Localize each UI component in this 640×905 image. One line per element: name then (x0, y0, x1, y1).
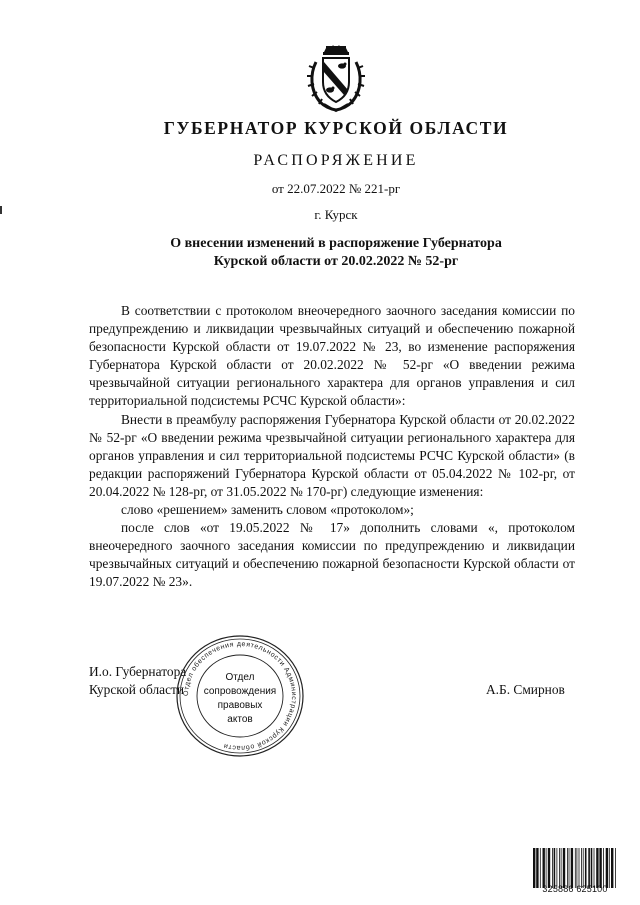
document-body (89, 302, 575, 592)
stamp-line: актов (227, 714, 253, 725)
barcode-bar (585, 848, 587, 888)
barcode-bar (615, 848, 616, 888)
document-city: г. Курск (314, 207, 358, 222)
signer-position (89, 663, 186, 699)
signer-position-line-2: Курской области (89, 682, 185, 698)
barcode-bar (546, 848, 547, 888)
body-paragraph: слово «решением» заменить словом «протоколом»; (121, 502, 414, 518)
subject-line-2: Курской области от 20.02.2022 № 52-рг (213, 254, 459, 269)
barcode-bar (579, 848, 580, 888)
barcode-bar (540, 848, 541, 888)
barcode-bar (599, 848, 601, 888)
issuer-title: ГУБЕРНАТОР КУРСКОЙ ОБЛАСТИ (163, 118, 509, 138)
body-paragraph: после слов «от 19.05.2022 № 17» дополнить словами «, протоколом внеочередного заочного заседания комиссии по предупреждению и ликвидации чрезвычайных ситуаций и обеспечению пожарной безопасности Курской области от 19.07.2022 № 23». (89, 520, 575, 590)
document-type: РАСПОРЯЖЕНИЕ (253, 152, 419, 169)
subject-line-1: О внесении изменений в распоряжение Губернатора (170, 236, 502, 251)
barcode-bar (596, 848, 598, 888)
barcode-bar (552, 848, 553, 888)
barcode-bar (536, 848, 538, 888)
barcode-number: 325886 625100 (542, 884, 608, 894)
document-subject (0, 235, 640, 271)
barcode-bar (548, 848, 550, 888)
stamp-line: правовых (217, 700, 263, 711)
barcode-bar (611, 848, 613, 888)
coat-of-arms-icon (300, 44, 372, 114)
barcode-bar (609, 848, 610, 888)
barcode-bar (569, 848, 570, 888)
barcode-bar (567, 848, 568, 888)
barcode-bar (563, 848, 565, 888)
barcode-bar (533, 848, 535, 888)
barcode-bar (581, 848, 582, 888)
barcode-bar (571, 848, 573, 888)
barcode-bar (588, 848, 590, 888)
barcode-bar (577, 848, 578, 888)
barcode-bar (603, 848, 604, 888)
barcode-bar (606, 848, 608, 888)
document-date-number: от 22.07.2022 № 221-рг (271, 181, 401, 196)
barcode-bar (559, 848, 560, 888)
body-paragraph: Внести в преамбулу распоряжения Губернатора Курской области от 20.02.2022 № 52-рг «О введении режима чрезвычайной ситуации регионального характера для органов управления и сил территориальной подсистемы РСЧС Курской области» (в редакции распоряжений Губернатора Курской области от 05.04.2022 № 102-рг, от 20.04.2022 № 128-рг, от 31.05.2022 № 170-рг) следующие изменения: (89, 411, 575, 499)
stamp-line: Отдел (225, 672, 255, 683)
stamp-line: сопровождения (203, 686, 277, 697)
signer-name: А.Б. Смирнов (486, 682, 565, 697)
barcode-bar (557, 848, 558, 888)
stamp-ring-text: Отдел обеспечения деятельности Администрации Курской области (182, 640, 298, 752)
barcode-bar (561, 848, 562, 888)
barcode-bar (583, 848, 584, 888)
stamp-center-text (186, 671, 294, 727)
barcode-bar (543, 848, 545, 888)
barcode-bar (575, 848, 576, 888)
barcode-bar (554, 848, 556, 888)
body-paragraph: В соответствии с протоколом внеочередного заочного заседания комиссии по предупреждению и ликвидации чрезвычайных ситуаций и обеспечению пожарной безопасности Курской области от 19.07.2022 № 23, во изменение распоряжения Губернатора Курской области от 20.02.2022 № 52-рг «О введении режима чрезвычайной ситуации регионального характера для органов управления и сил территориальной подсистемы РСЧС Курской области»: (89, 303, 575, 409)
signer-position-line-1: И.о. Губернатора (89, 664, 187, 679)
barcode-bar (594, 848, 595, 888)
barcode-bar (591, 848, 593, 888)
barcode-icon (532, 848, 618, 888)
